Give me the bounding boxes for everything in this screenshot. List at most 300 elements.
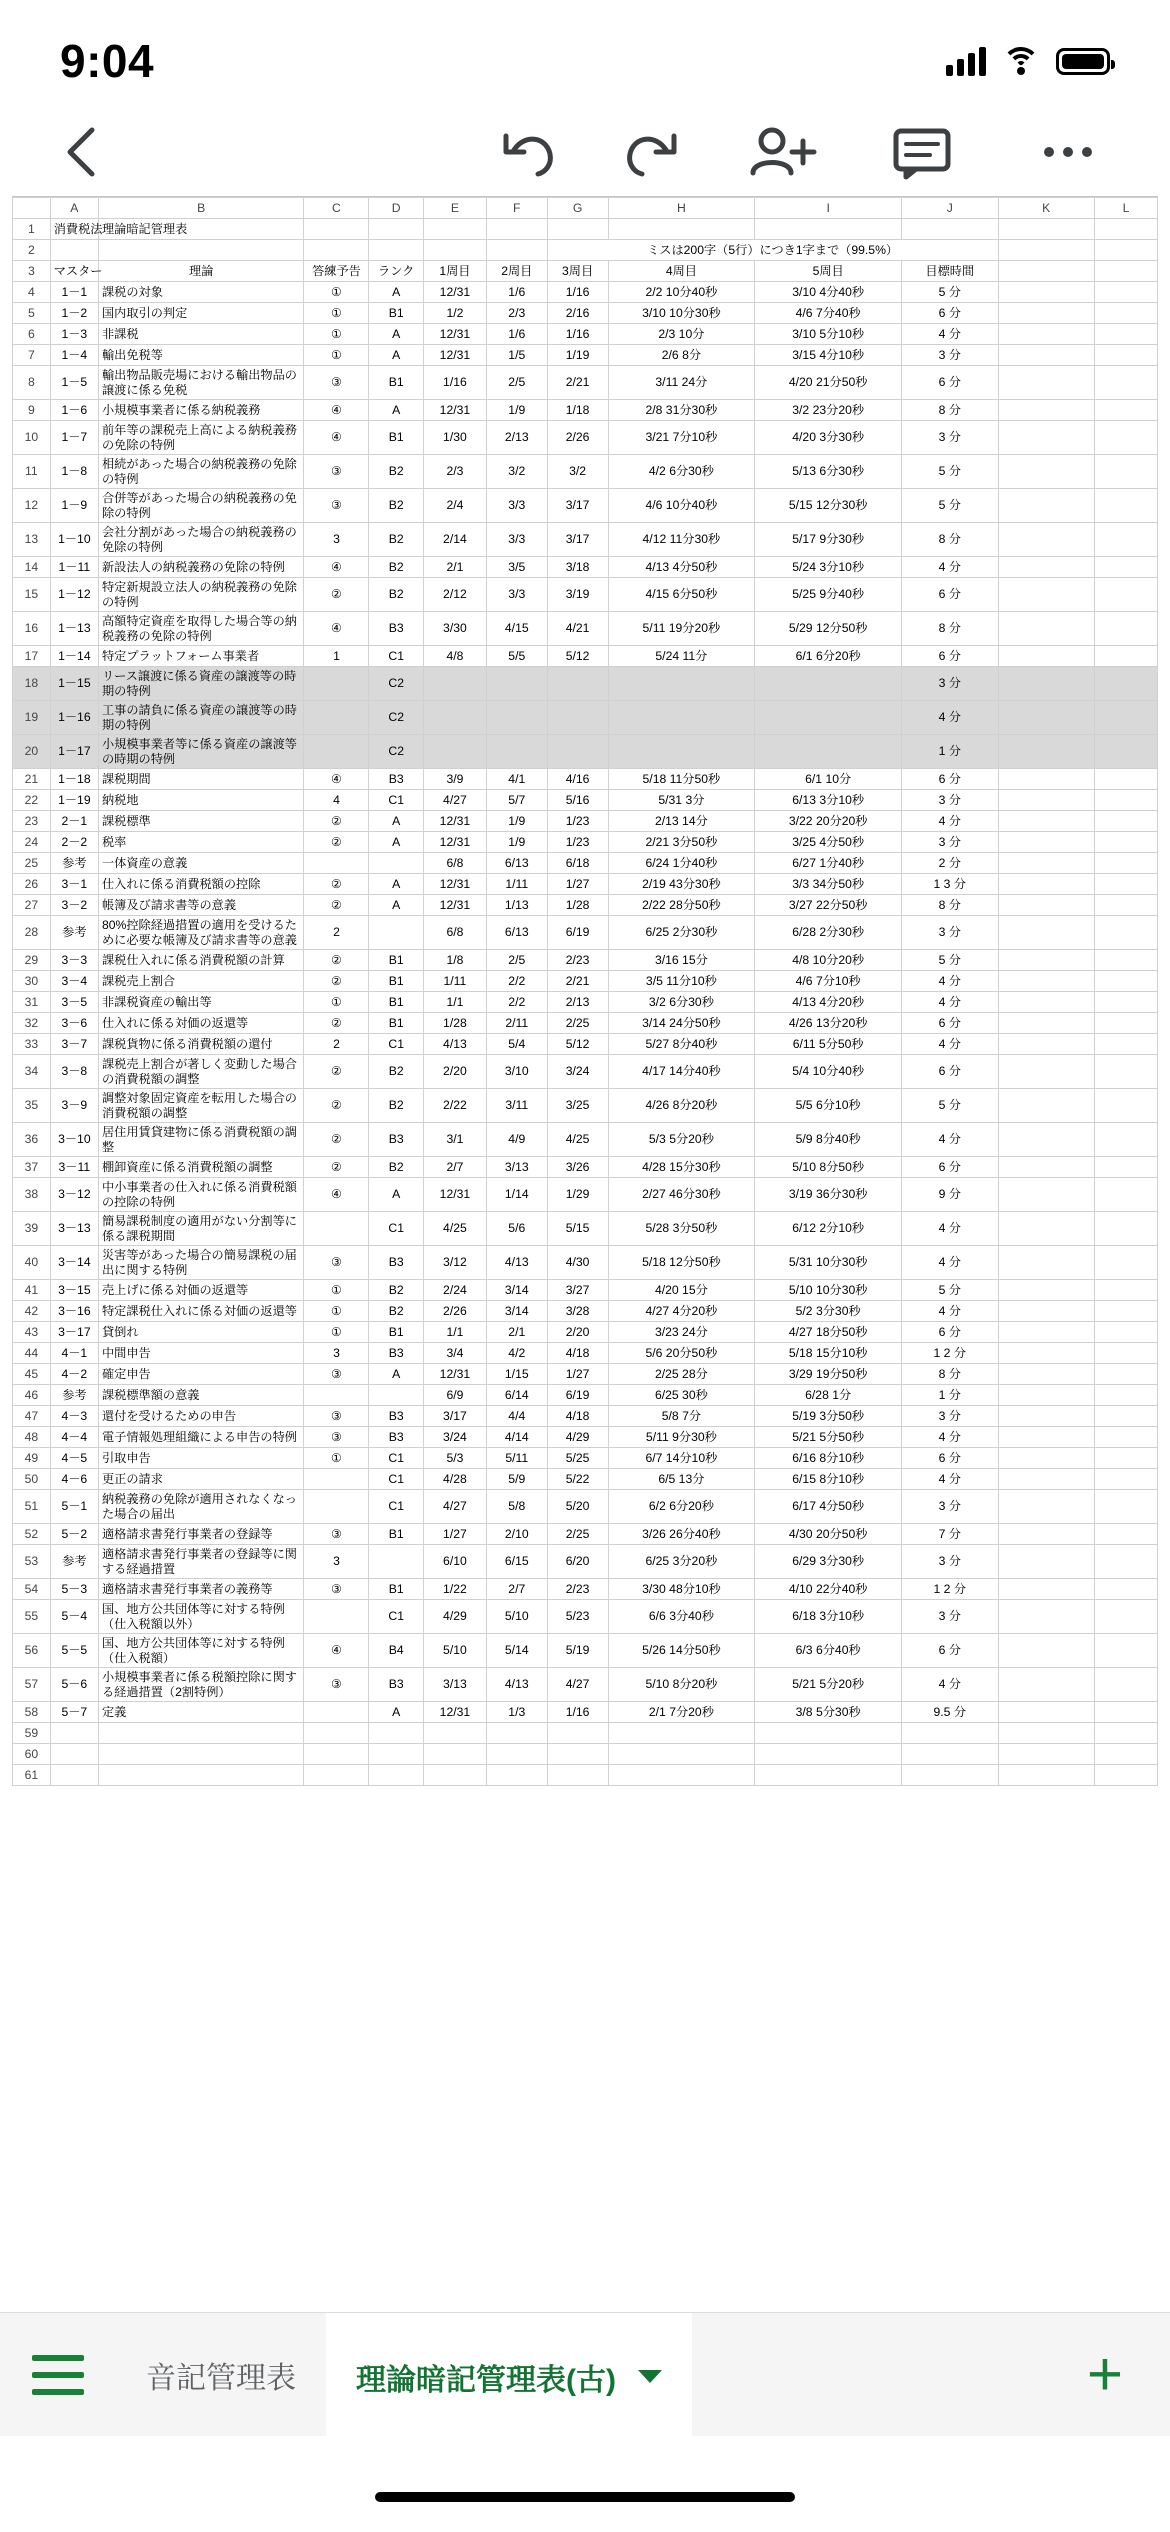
cell-master[interactable]: 3－9: [50, 1089, 98, 1123]
cell-round3[interactable]: 4/18: [547, 1406, 608, 1427]
cell-theory[interactable]: 課税の対象: [98, 282, 304, 303]
cell-rank[interactable]: C1: [369, 790, 424, 811]
cell-round3[interactable]: 1/29: [547, 1178, 608, 1212]
cell-k[interactable]: [998, 1469, 1094, 1490]
row-header[interactable]: 20: [13, 735, 51, 769]
cell-round3[interactable]: 2/23: [547, 1579, 608, 1600]
cell-round2[interactable]: [486, 667, 547, 701]
row-header[interactable]: 4: [13, 282, 51, 303]
cell-target[interactable]: [902, 1765, 998, 1786]
col-header-k[interactable]: K: [998, 198, 1094, 219]
cell-round3[interactable]: 3/17: [547, 489, 608, 523]
redo-icon[interactable]: [616, 120, 686, 184]
cell-rank[interactable]: B2: [369, 523, 424, 557]
row-header[interactable]: 33: [13, 1034, 51, 1055]
cell-round2[interactable]: 6/15: [486, 1545, 547, 1579]
cell-master[interactable]: 5－2: [50, 1524, 98, 1545]
cell-rank[interactable]: B3: [369, 1406, 424, 1427]
row-header[interactable]: 51: [13, 1490, 51, 1524]
row-header[interactable]: 47: [13, 1406, 51, 1427]
cell-k[interactable]: [998, 1634, 1094, 1668]
cell-k[interactable]: [998, 992, 1094, 1013]
cell-round1[interactable]: 3/13: [423, 1668, 486, 1702]
cell-master[interactable]: 2－2: [50, 832, 98, 853]
cell-rank[interactable]: A: [369, 324, 424, 345]
cell-l[interactable]: [1094, 1157, 1157, 1178]
cell-round4[interactable]: 4/13 4分50秒: [608, 557, 755, 578]
cell-l[interactable]: [1094, 1600, 1157, 1634]
col-header-a[interactable]: A: [50, 198, 98, 219]
cell-master[interactable]: 3－15: [50, 1280, 98, 1301]
cell-round1[interactable]: 1/28: [423, 1013, 486, 1034]
cell-round2[interactable]: 2/5: [486, 950, 547, 971]
cell-round2[interactable]: 4/14: [486, 1427, 547, 1448]
cell-notice[interactable]: ②: [304, 832, 369, 853]
cell-round1[interactable]: 2/4: [423, 489, 486, 523]
cell-round5[interactable]: 5/18 15分10秒: [755, 1343, 902, 1364]
col-header-j[interactable]: J: [902, 198, 998, 219]
cell-round5[interactable]: 3/10 4分40秒: [755, 282, 902, 303]
cell-round2[interactable]: 1/13: [486, 895, 547, 916]
cell-master[interactable]: 3－7: [50, 1034, 98, 1055]
cell-l[interactable]: [1094, 646, 1157, 667]
cell-rank[interactable]: A: [369, 1364, 424, 1385]
cell-k[interactable]: [998, 769, 1094, 790]
cell-k[interactable]: [998, 1427, 1094, 1448]
cell-round2[interactable]: 1/9: [486, 811, 547, 832]
cell-master[interactable]: 1－5: [50, 366, 98, 400]
cell-l[interactable]: [1094, 400, 1157, 421]
row-header[interactable]: 44: [13, 1343, 51, 1364]
cell-l[interactable]: [1094, 1322, 1157, 1343]
cell-theory[interactable]: 小規模事業者に係る税額控除に関する経過措置（2割特例）: [98, 1668, 304, 1702]
row-header[interactable]: 24: [13, 832, 51, 853]
cell-l[interactable]: [1094, 1034, 1157, 1055]
cell-round5[interactable]: 5/10 10分30秒: [755, 1280, 902, 1301]
cell-round1[interactable]: 2/20: [423, 1055, 486, 1089]
cell-round3[interactable]: 6/19: [547, 916, 608, 950]
cell-round4[interactable]: 6/25 2分30秒: [608, 916, 755, 950]
cell-notice[interactable]: [304, 1469, 369, 1490]
cell-l[interactable]: [1094, 578, 1157, 612]
cell-round4[interactable]: 5/28 3分50秒: [608, 1212, 755, 1246]
cell-round1[interactable]: [423, 1765, 486, 1786]
sheet-tab-previous[interactable]: 音記管理表: [146, 2361, 296, 2395]
cell-rank[interactable]: A: [369, 832, 424, 853]
cell-rank[interactable]: A: [369, 345, 424, 366]
cell-target[interactable]: 8 分: [902, 400, 998, 421]
cell-round1[interactable]: 2/22: [423, 1089, 486, 1123]
cell-l[interactable]: [1094, 489, 1157, 523]
cell-k[interactable]: [998, 324, 1094, 345]
cell-round3[interactable]: 3/28: [547, 1301, 608, 1322]
cell-round2[interactable]: 2/2: [486, 971, 547, 992]
cell-round4[interactable]: 3/26 26分40秒: [608, 1524, 755, 1545]
cell-rank[interactable]: [369, 1765, 424, 1786]
cell-rank[interactable]: B2: [369, 489, 424, 523]
cell-round2[interactable]: 5/6: [486, 1212, 547, 1246]
cell-k[interactable]: [998, 303, 1094, 324]
cell-target[interactable]: 4 分: [902, 1469, 998, 1490]
cell-master[interactable]: 4－2: [50, 1364, 98, 1385]
cell-round5[interactable]: [755, 667, 902, 701]
cell-master[interactable]: 4－4: [50, 1427, 98, 1448]
cell-note[interactable]: ミスは200字（5行）につき1字まで（99.5%）: [547, 240, 998, 261]
cell-round2[interactable]: 4/13: [486, 1246, 547, 1280]
cell-k[interactable]: [998, 1448, 1094, 1469]
header-k[interactable]: [998, 261, 1094, 282]
cell-round5[interactable]: 3/25 4分50秒: [755, 832, 902, 853]
cell-l[interactable]: [1094, 303, 1157, 324]
cell-round4[interactable]: 5/18 12分50秒: [608, 1246, 755, 1280]
cell-target[interactable]: 6 分: [902, 1634, 998, 1668]
cell-round1[interactable]: 2/26: [423, 1301, 486, 1322]
cell-theory[interactable]: 適格請求書発行事業者の登録等に関する経過措置: [98, 1545, 304, 1579]
cell-master[interactable]: 3－11: [50, 1157, 98, 1178]
cell-e1[interactable]: [423, 219, 486, 240]
cell-round2[interactable]: 3/2: [486, 455, 547, 489]
cell-round2[interactable]: 5/8: [486, 1490, 547, 1524]
cell-master[interactable]: 3－17: [50, 1322, 98, 1343]
cell-l2[interactable]: [1094, 240, 1157, 261]
cell-rank[interactable]: B2: [369, 1301, 424, 1322]
cell-theory[interactable]: 課税仕入れに係る消費税額の計算: [98, 950, 304, 971]
cell-l[interactable]: [1094, 874, 1157, 895]
cell-k[interactable]: [998, 1343, 1094, 1364]
cell-round2[interactable]: 3/10: [486, 1055, 547, 1089]
cell-round1[interactable]: 4/25: [423, 1212, 486, 1246]
cell-round5[interactable]: [755, 1765, 902, 1786]
cell-theory[interactable]: 相続があった場合の納税義務の免除の特例: [98, 455, 304, 489]
cell-notice[interactable]: ②: [304, 1013, 369, 1034]
cell-target[interactable]: 3 分: [902, 832, 998, 853]
cell-k[interactable]: [998, 1013, 1094, 1034]
cell-theory[interactable]: 新設法人の納税義務の免除の特例: [98, 557, 304, 578]
cell-rank[interactable]: [369, 1723, 424, 1744]
cell-round3[interactable]: [547, 667, 608, 701]
cell-target[interactable]: 4 分: [902, 557, 998, 578]
cell-round4[interactable]: 2/21 3分50秒: [608, 832, 755, 853]
cell-rank[interactable]: B1: [369, 421, 424, 455]
cell-theory[interactable]: 適格請求書発行事業者の登録等: [98, 1524, 304, 1545]
cell-notice[interactable]: [304, 1723, 369, 1744]
cell-master[interactable]: [50, 1723, 98, 1744]
cell-target[interactable]: 4 分: [902, 1246, 998, 1280]
cell-master[interactable]: 2－1: [50, 811, 98, 832]
cell-round1[interactable]: 2/24: [423, 1280, 486, 1301]
cell-master[interactable]: [50, 1744, 98, 1765]
cell-round3[interactable]: 3/25: [547, 1089, 608, 1123]
cell-k[interactable]: [998, 1157, 1094, 1178]
row-header[interactable]: 57: [13, 1668, 51, 1702]
cell-notice[interactable]: [304, 1212, 369, 1246]
cell-target[interactable]: 3 分: [902, 421, 998, 455]
cell-target[interactable]: 6 分: [902, 1013, 998, 1034]
cell-round3[interactable]: 3/24: [547, 1055, 608, 1089]
cell-master[interactable]: 3－16: [50, 1301, 98, 1322]
cell-notice[interactable]: ③: [304, 366, 369, 400]
cell-theory[interactable]: 一体資産の意義: [98, 853, 304, 874]
row-header[interactable]: 37: [13, 1157, 51, 1178]
cell-k[interactable]: [998, 1668, 1094, 1702]
cell-k[interactable]: [998, 1280, 1094, 1301]
cell-round5[interactable]: 5/2 3分30秒: [755, 1301, 902, 1322]
cell-notice[interactable]: ①: [304, 282, 369, 303]
cell-round1[interactable]: 2/7: [423, 1157, 486, 1178]
cell-target[interactable]: 3 分: [902, 667, 998, 701]
row-header[interactable]: 11: [13, 455, 51, 489]
cell-round1[interactable]: 4/13: [423, 1034, 486, 1055]
cell-l[interactable]: [1094, 1668, 1157, 1702]
cell-k[interactable]: [998, 1524, 1094, 1545]
cell-round1[interactable]: 2/3: [423, 455, 486, 489]
row-header[interactable]: 53: [13, 1545, 51, 1579]
row-header[interactable]: 42: [13, 1301, 51, 1322]
cell-theory[interactable]: 簡易課税制度の適用がない分割等に係る課税期間: [98, 1212, 304, 1246]
cell-round1[interactable]: 12/31: [423, 400, 486, 421]
cell-round4[interactable]: 3/23 24分: [608, 1322, 755, 1343]
cell-rank[interactable]: A: [369, 400, 424, 421]
row-header[interactable]: 30: [13, 971, 51, 992]
cell-round2[interactable]: 6/13: [486, 853, 547, 874]
cell-round4[interactable]: 3/10 10分30秒: [608, 303, 755, 324]
cell-target[interactable]: 3 分: [902, 345, 998, 366]
cell-k[interactable]: [998, 557, 1094, 578]
cell-master[interactable]: 3－2: [50, 895, 98, 916]
row-header[interactable]: 54: [13, 1579, 51, 1600]
cell-k[interactable]: [998, 874, 1094, 895]
cell-round3[interactable]: 2/21: [547, 971, 608, 992]
cell-round1[interactable]: 2/1: [423, 557, 486, 578]
cell-l[interactable]: [1094, 735, 1157, 769]
cell-notice[interactable]: ③: [304, 455, 369, 489]
row-header[interactable]: 5: [13, 303, 51, 324]
col-header-f[interactable]: F: [486, 198, 547, 219]
cell-theory[interactable]: 80%控除経過措置の適用を受けるために必要な帳簿及び請求書等の意義: [98, 916, 304, 950]
row-header[interactable]: 49: [13, 1448, 51, 1469]
cell-round5[interactable]: 5/21 5分20秒: [755, 1668, 902, 1702]
cell-notice[interactable]: [304, 701, 369, 735]
cell-notice[interactable]: ④: [304, 1178, 369, 1212]
cell-theory[interactable]: 売上げに係る対価の返還等: [98, 1280, 304, 1301]
header-round1[interactable]: 1周目: [423, 261, 486, 282]
cell-k[interactable]: [998, 1123, 1094, 1157]
cell-round5[interactable]: 5/25 9分40秒: [755, 578, 902, 612]
cell-round3[interactable]: 1/19: [547, 345, 608, 366]
cell-theory[interactable]: 引取申告: [98, 1448, 304, 1469]
cell-rank[interactable]: C1: [369, 1490, 424, 1524]
cell-round2[interactable]: 4/13: [486, 1668, 547, 1702]
cell-rank[interactable]: B3: [369, 1668, 424, 1702]
cell-round1[interactable]: 3/12: [423, 1246, 486, 1280]
cell-rank[interactable]: [369, 916, 424, 950]
cell-target[interactable]: 4 分: [902, 1668, 998, 1702]
cell-theory[interactable]: 高額特定資産を取得した場合等の納税義務の免除の特例: [98, 612, 304, 646]
row-header[interactable]: 52: [13, 1524, 51, 1545]
cell-target[interactable]: 4 分: [902, 1427, 998, 1448]
cell-round4[interactable]: 3/30 48分10秒: [608, 1579, 755, 1600]
cell-rank[interactable]: B1: [369, 1524, 424, 1545]
cell-l[interactable]: [1094, 853, 1157, 874]
row-header[interactable]: 39: [13, 1212, 51, 1246]
cell-rank[interactable]: [369, 1744, 424, 1765]
cell-master[interactable]: 1－6: [50, 400, 98, 421]
cell-round4[interactable]: [608, 1723, 755, 1744]
row-header[interactable]: 12: [13, 489, 51, 523]
cell-notice[interactable]: ②: [304, 1157, 369, 1178]
cell-round2[interactable]: [486, 1744, 547, 1765]
cell-round1[interactable]: 1/11: [423, 971, 486, 992]
cell-notice[interactable]: ②: [304, 1089, 369, 1123]
cell-rank[interactable]: B3: [369, 1246, 424, 1280]
cell-round3[interactable]: 1/27: [547, 1364, 608, 1385]
cell-notice[interactable]: ②: [304, 874, 369, 895]
cell-round4[interactable]: 5/18 11分50秒: [608, 769, 755, 790]
cell-round2[interactable]: 2/10: [486, 1524, 547, 1545]
row-header[interactable]: 6: [13, 324, 51, 345]
cell-round5[interactable]: 6/12 2分10秒: [755, 1212, 902, 1246]
cell-round4[interactable]: 2/6 8分: [608, 345, 755, 366]
spreadsheet-grid[interactable]: [12, 196, 1158, 1782]
cell-rank[interactable]: B3: [369, 612, 424, 646]
cell-k[interactable]: [998, 895, 1094, 916]
cell-target[interactable]: 4 分: [902, 324, 998, 345]
cell-round5[interactable]: 5/21 5分50秒: [755, 1427, 902, 1448]
cell-round5[interactable]: [755, 735, 902, 769]
row-header[interactable]: 26: [13, 874, 51, 895]
cell-round2[interactable]: 4/4: [486, 1406, 547, 1427]
cell-k[interactable]: [998, 400, 1094, 421]
cell-k[interactable]: [998, 667, 1094, 701]
cell-round3[interactable]: [547, 1765, 608, 1786]
cell-round3[interactable]: 4/27: [547, 1668, 608, 1702]
cell-round2[interactable]: 2/1: [486, 1322, 547, 1343]
cell-k[interactable]: [998, 1385, 1094, 1406]
cell-k[interactable]: [998, 971, 1094, 992]
cell-round4[interactable]: 2/3 10分: [608, 324, 755, 345]
cell-master[interactable]: 1－1: [50, 282, 98, 303]
cell-round3[interactable]: 1/27: [547, 874, 608, 895]
cell-master[interactable]: 3－14: [50, 1246, 98, 1280]
cell-notice[interactable]: 3: [304, 1545, 369, 1579]
row-header[interactable]: 36: [13, 1123, 51, 1157]
cell-l[interactable]: [1094, 1744, 1157, 1765]
cell-round2[interactable]: 4/2: [486, 1343, 547, 1364]
cell-notice[interactable]: 3: [304, 1343, 369, 1364]
cell-round4[interactable]: 2/22 28分50秒: [608, 895, 755, 916]
cell-round5[interactable]: 6/27 1分40秒: [755, 853, 902, 874]
cell-l[interactable]: [1094, 790, 1157, 811]
cell-notice[interactable]: ①: [304, 1280, 369, 1301]
cell-k[interactable]: [998, 1301, 1094, 1322]
cell-rank[interactable]: A: [369, 1702, 424, 1723]
cell-round5[interactable]: 3/19 36分30秒: [755, 1178, 902, 1212]
cell-k[interactable]: [998, 646, 1094, 667]
row-header[interactable]: 19: [13, 701, 51, 735]
cell-rank[interactable]: B2: [369, 1055, 424, 1089]
row-header[interactable]: 7: [13, 345, 51, 366]
cell-master[interactable]: 1－3: [50, 324, 98, 345]
cell-theory[interactable]: [98, 1744, 304, 1765]
cell-rank[interactable]: B3: [369, 769, 424, 790]
cell-round3[interactable]: 3/18: [547, 557, 608, 578]
cell-l[interactable]: [1094, 523, 1157, 557]
cell-round4[interactable]: 5/3 5分20秒: [608, 1123, 755, 1157]
header-round3[interactable]: 3周目: [547, 261, 608, 282]
cell-l[interactable]: [1094, 769, 1157, 790]
cell-notice[interactable]: ④: [304, 1634, 369, 1668]
cell-round2[interactable]: 4/15: [486, 612, 547, 646]
cell-master[interactable]: 1－12: [50, 578, 98, 612]
cell-rank[interactable]: B2: [369, 1157, 424, 1178]
row-header[interactable]: 38: [13, 1178, 51, 1212]
cell-round5[interactable]: 5/15 12分30秒: [755, 489, 902, 523]
cell-rank[interactable]: B2: [369, 557, 424, 578]
cell-round4[interactable]: [608, 667, 755, 701]
cell-round5[interactable]: 5/9 8分40秒: [755, 1123, 902, 1157]
cell-k[interactable]: [998, 345, 1094, 366]
cell-f1[interactable]: [486, 219, 547, 240]
cell-l[interactable]: [1094, 1723, 1157, 1744]
cell-l[interactable]: [1094, 667, 1157, 701]
cell-round5[interactable]: 6/3 6分40秒: [755, 1634, 902, 1668]
cell-master[interactable]: 1－15: [50, 667, 98, 701]
cell-round5[interactable]: 5/13 6分30秒: [755, 455, 902, 489]
cell-round5[interactable]: 3/8 5分30秒: [755, 1702, 902, 1723]
row-header[interactable]: 14: [13, 557, 51, 578]
cell-round1[interactable]: 12/31: [423, 345, 486, 366]
cell-l[interactable]: [1094, 455, 1157, 489]
cell-target[interactable]: 4 分: [902, 1212, 998, 1246]
cell-round1[interactable]: 6/8: [423, 916, 486, 950]
cell-round1[interactable]: 1/16: [423, 366, 486, 400]
cell-rank[interactable]: B1: [369, 366, 424, 400]
cell-master[interactable]: 4－1: [50, 1343, 98, 1364]
cell-target[interactable]: 1 分: [902, 1385, 998, 1406]
cell-rank[interactable]: C1: [369, 1212, 424, 1246]
row-header[interactable]: 27: [13, 895, 51, 916]
cell-round3[interactable]: 5/22: [547, 1469, 608, 1490]
cell-round5[interactable]: [755, 701, 902, 735]
cell-theory[interactable]: 課税標準: [98, 811, 304, 832]
cell-theory[interactable]: 国内取引の判定: [98, 303, 304, 324]
cell-theory[interactable]: 国、地方公共団体等に対する特例（仕入税額以外）: [98, 1600, 304, 1634]
cell-notice[interactable]: [304, 735, 369, 769]
sheet-tab-active[interactable]: [326, 2313, 692, 2436]
cell-master[interactable]: 4－5: [50, 1448, 98, 1469]
cell-round2[interactable]: 2/2: [486, 992, 547, 1013]
cell-target[interactable]: 5 分: [902, 1280, 998, 1301]
cell-round4[interactable]: 2/19 43分30秒: [608, 874, 755, 895]
cell-k[interactable]: [998, 832, 1094, 853]
cell-rank[interactable]: C1: [369, 1469, 424, 1490]
cell-round3[interactable]: 1/23: [547, 832, 608, 853]
cell-round4[interactable]: 5/27 8分40秒: [608, 1034, 755, 1055]
cell-round2[interactable]: 1/6: [486, 324, 547, 345]
row-header[interactable]: 32: [13, 1013, 51, 1034]
col-header-c[interactable]: C: [304, 198, 369, 219]
cell-round4[interactable]: 2/1 7分20秒: [608, 1702, 755, 1723]
cell-round2[interactable]: 5/7: [486, 790, 547, 811]
cell-master[interactable]: 1－18: [50, 769, 98, 790]
cell-round2[interactable]: 3/14: [486, 1280, 547, 1301]
cell-round4[interactable]: 4/28 15分30秒: [608, 1157, 755, 1178]
cell-target[interactable]: 3 分: [902, 1490, 998, 1524]
cell-l[interactable]: [1094, 1490, 1157, 1524]
cell-round1[interactable]: 3/9: [423, 769, 486, 790]
cell-round3[interactable]: 6/19: [547, 1385, 608, 1406]
cell-rank[interactable]: B1: [369, 992, 424, 1013]
